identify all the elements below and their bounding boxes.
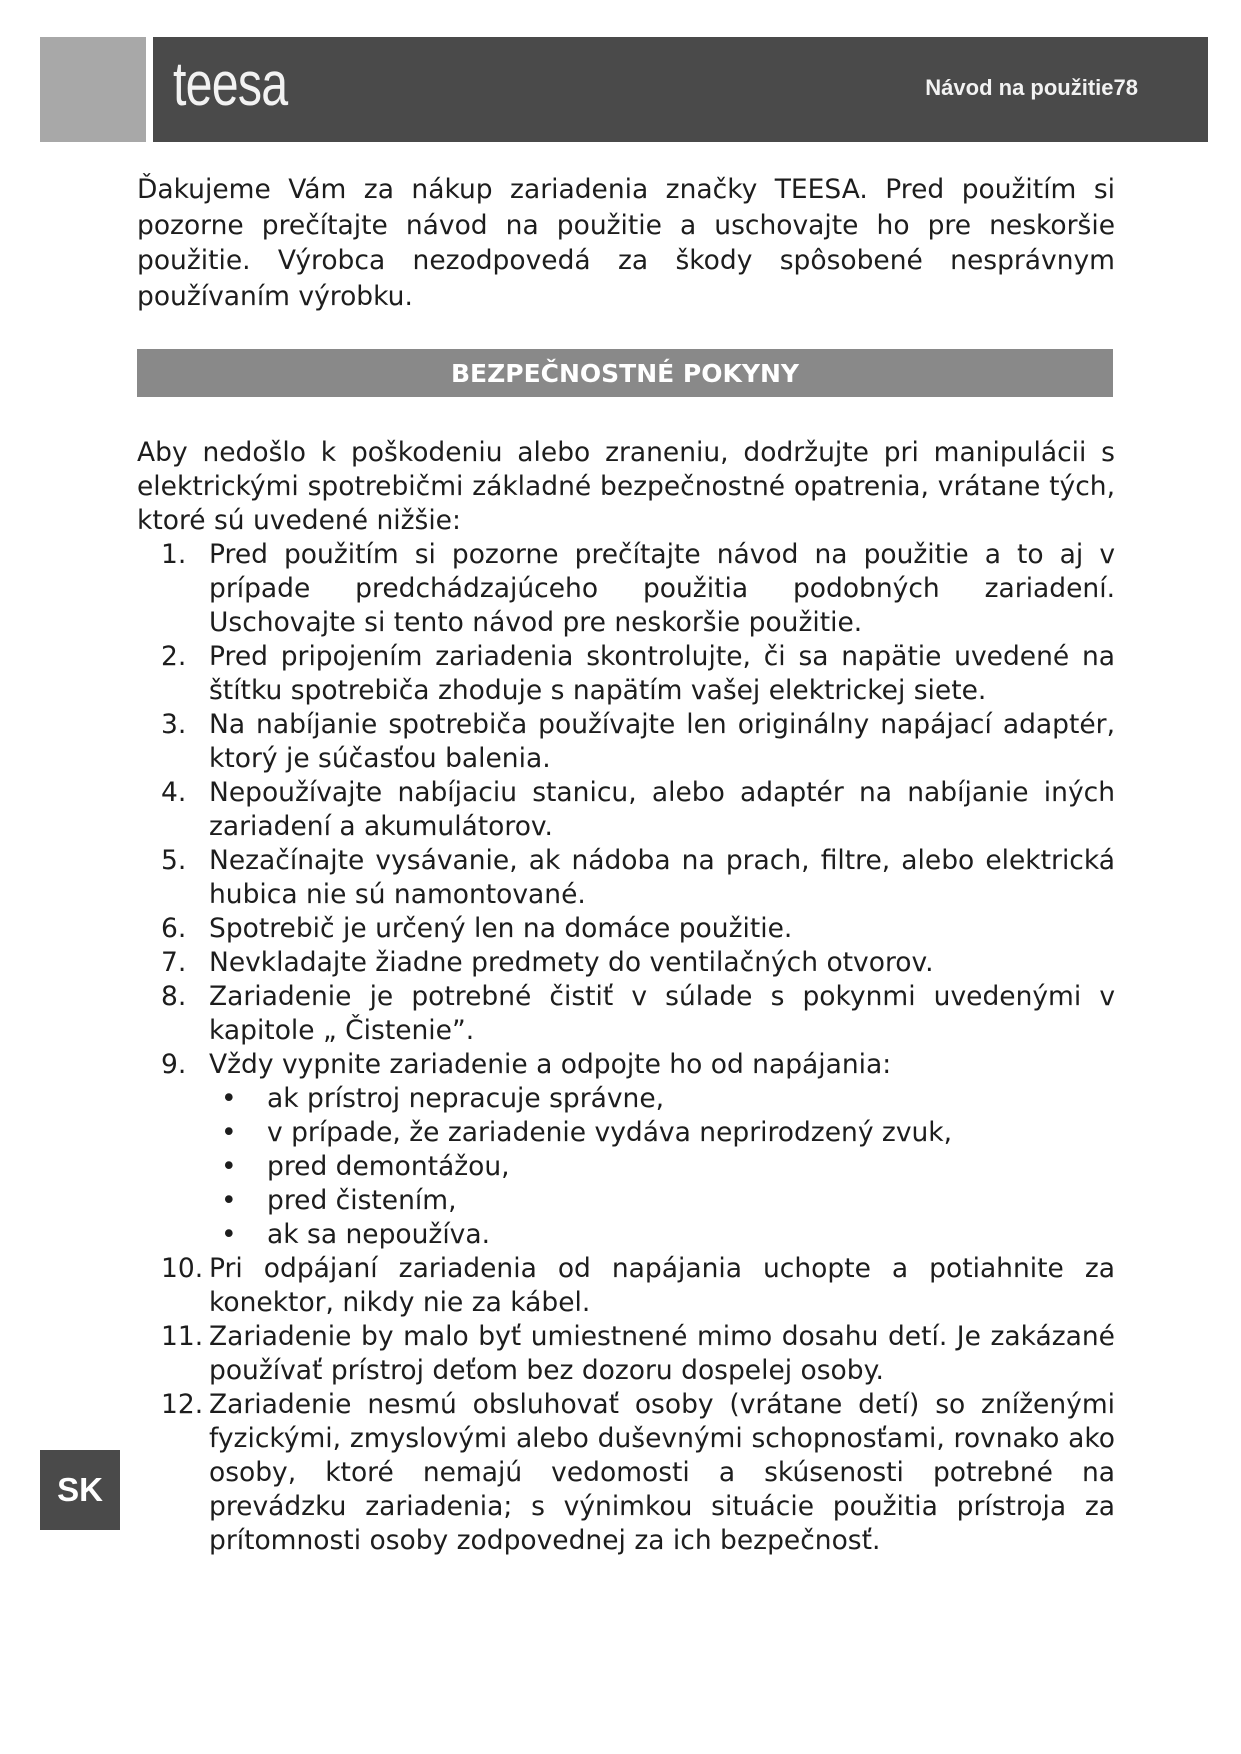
list-item (221, 1116, 1115, 1150)
list-item (161, 844, 1115, 912)
rule-text: Spotrebič je určený len na domáce použitie. (209, 913, 793, 944)
rule-number: 10. (161, 1253, 204, 1284)
list-item (221, 1184, 1115, 1218)
header-gray-block (40, 37, 146, 142)
rule-number: 1. (161, 539, 187, 570)
page-content (137, 172, 1115, 1558)
list-item (161, 708, 1115, 776)
language-tab (40, 1450, 120, 1530)
rule-number: 2. (161, 641, 187, 672)
rule-text: Pri odpájaní zariadenia od napájania uchopte a potiahnite za konektor, nikdy nie za kábel. (209, 1253, 1115, 1318)
rule-text: Nezačínajte vysávanie, ak nádoba na prach, filtre, alebo elektrická hubica nie sú namontované. (209, 845, 1115, 910)
rule-text: Zariadenie je potrebné čistiť v súlade s pokynmi uvedenými v kapitole „ Čistenie”. (209, 981, 1115, 1046)
language-code: SK (57, 1471, 103, 1508)
intro-paragraph: Ďakujeme Vám za nákup zariadenia značky TEESA. Pred použitím si pozorne prečítajte návod na použitie a uschovajte ho pre neskoršie použitie. Výrobca nezodpovedá za škody spôsobené nesprávnym používaním výrobku. (137, 174, 1115, 312)
disconnect-conditions-list (209, 1082, 1115, 1252)
rule-text: Nevkladajte žiadne predmety do ventilačných otvorov. (209, 947, 934, 978)
list-item (161, 1320, 1115, 1388)
bullet-text: ak prístroj nepracuje správne, (267, 1083, 665, 1114)
bullet-icon: • (221, 1219, 237, 1250)
bullet-icon: • (221, 1117, 237, 1148)
bullet-icon: • (221, 1083, 237, 1114)
section-heading-bar (137, 349, 1113, 397)
bullet-text: pred čistením, (267, 1185, 457, 1216)
bullet-text: pred demontážou, (267, 1151, 510, 1182)
rule-number: 3. (161, 709, 187, 740)
document-title: Návod na použitie78 (925, 75, 1138, 100)
list-item (161, 1252, 1115, 1320)
rule-text: Nepoužívajte nabíjaciu stanicu, alebo adaptér na nabíjanie iných zariadení a akumulátorov. (209, 777, 1115, 842)
bullet-text: v prípade, že zariadenie vydáva neprirodzený zvuk, (267, 1117, 953, 1148)
rule-text: Na nabíjanie spotrebiča používajte len originálny napájací adaptér, ktorý je súčasťou balenia. (209, 709, 1115, 774)
safety-lead-paragraph: Aby nedošlo k poškodeniu alebo zraneniu, dodržujte pri manipulácii s elektrickými spotrebičmi základné bezpečnostné opatrenia, vrátane tých, ktoré sú uvedené nižšie: (137, 437, 1115, 536)
safety-rules-list (137, 538, 1115, 1558)
rule-text: Pred pripojením zariadenia skontrolujte, či sa napätie uvedené na štítku spotrebiča zhoduje s napätím vašej elektrickej siete. (209, 641, 1115, 706)
list-item (221, 1150, 1115, 1184)
list-item (161, 946, 1115, 980)
rule-number: 5. (161, 845, 187, 876)
list-item (221, 1082, 1115, 1116)
list-item (161, 980, 1115, 1048)
list-item (161, 538, 1115, 640)
rule-number: 8. (161, 981, 187, 1012)
list-item (161, 1048, 1115, 1252)
section-title: BEZPEČNOSTNÉ POKYNY (450, 358, 800, 388)
brand-logo: teesa (173, 50, 288, 119)
bullet-icon: • (221, 1151, 237, 1182)
rule-number: 12. (161, 1389, 204, 1420)
rule-number: 11. (161, 1321, 204, 1352)
rule-number: 4. (161, 777, 187, 808)
bullet-text: ak sa nepoužíva. (267, 1219, 491, 1250)
rule-text: Zariadenie by malo byť umiestnené mimo dosahu detí. Je zakázané používať prístroj deťom bez dozoru dospelej osoby. (209, 1321, 1115, 1386)
rule-text: Pred použitím si pozorne prečítajte návod na použitie a to aj v prípade predchádzajúceho použitia podobných zariadení. Uschovajte si tento návod pre neskoršie použitie. (209, 539, 1115, 638)
list-item (161, 640, 1115, 708)
list-item (161, 912, 1115, 946)
rule-text: Vždy vypnite zariadenie a odpojte ho od napájania: (209, 1049, 892, 1080)
list-item (161, 1388, 1115, 1558)
rule-text: Zariadenie nesmú obsluhovať osoby (vrátane detí) so zníženými fyzickými, zmyslovými alebo duševnými schopnosťami, rovnako ako osoby, ktoré nemajú vedomosti a skúsenosti potrebné na prevádzku zariadenia; s výnimkou situácie použitia prístroja za prítomnosti osoby zodpovednej za ich bezpečnosť. (209, 1389, 1115, 1556)
header-bar (153, 37, 1208, 142)
list-item (161, 776, 1115, 844)
bullet-icon: • (221, 1185, 237, 1216)
rule-number: 7. (161, 947, 187, 978)
rule-number: 6. (161, 913, 187, 944)
rule-number: 9. (161, 1049, 187, 1080)
list-item (221, 1218, 1115, 1252)
